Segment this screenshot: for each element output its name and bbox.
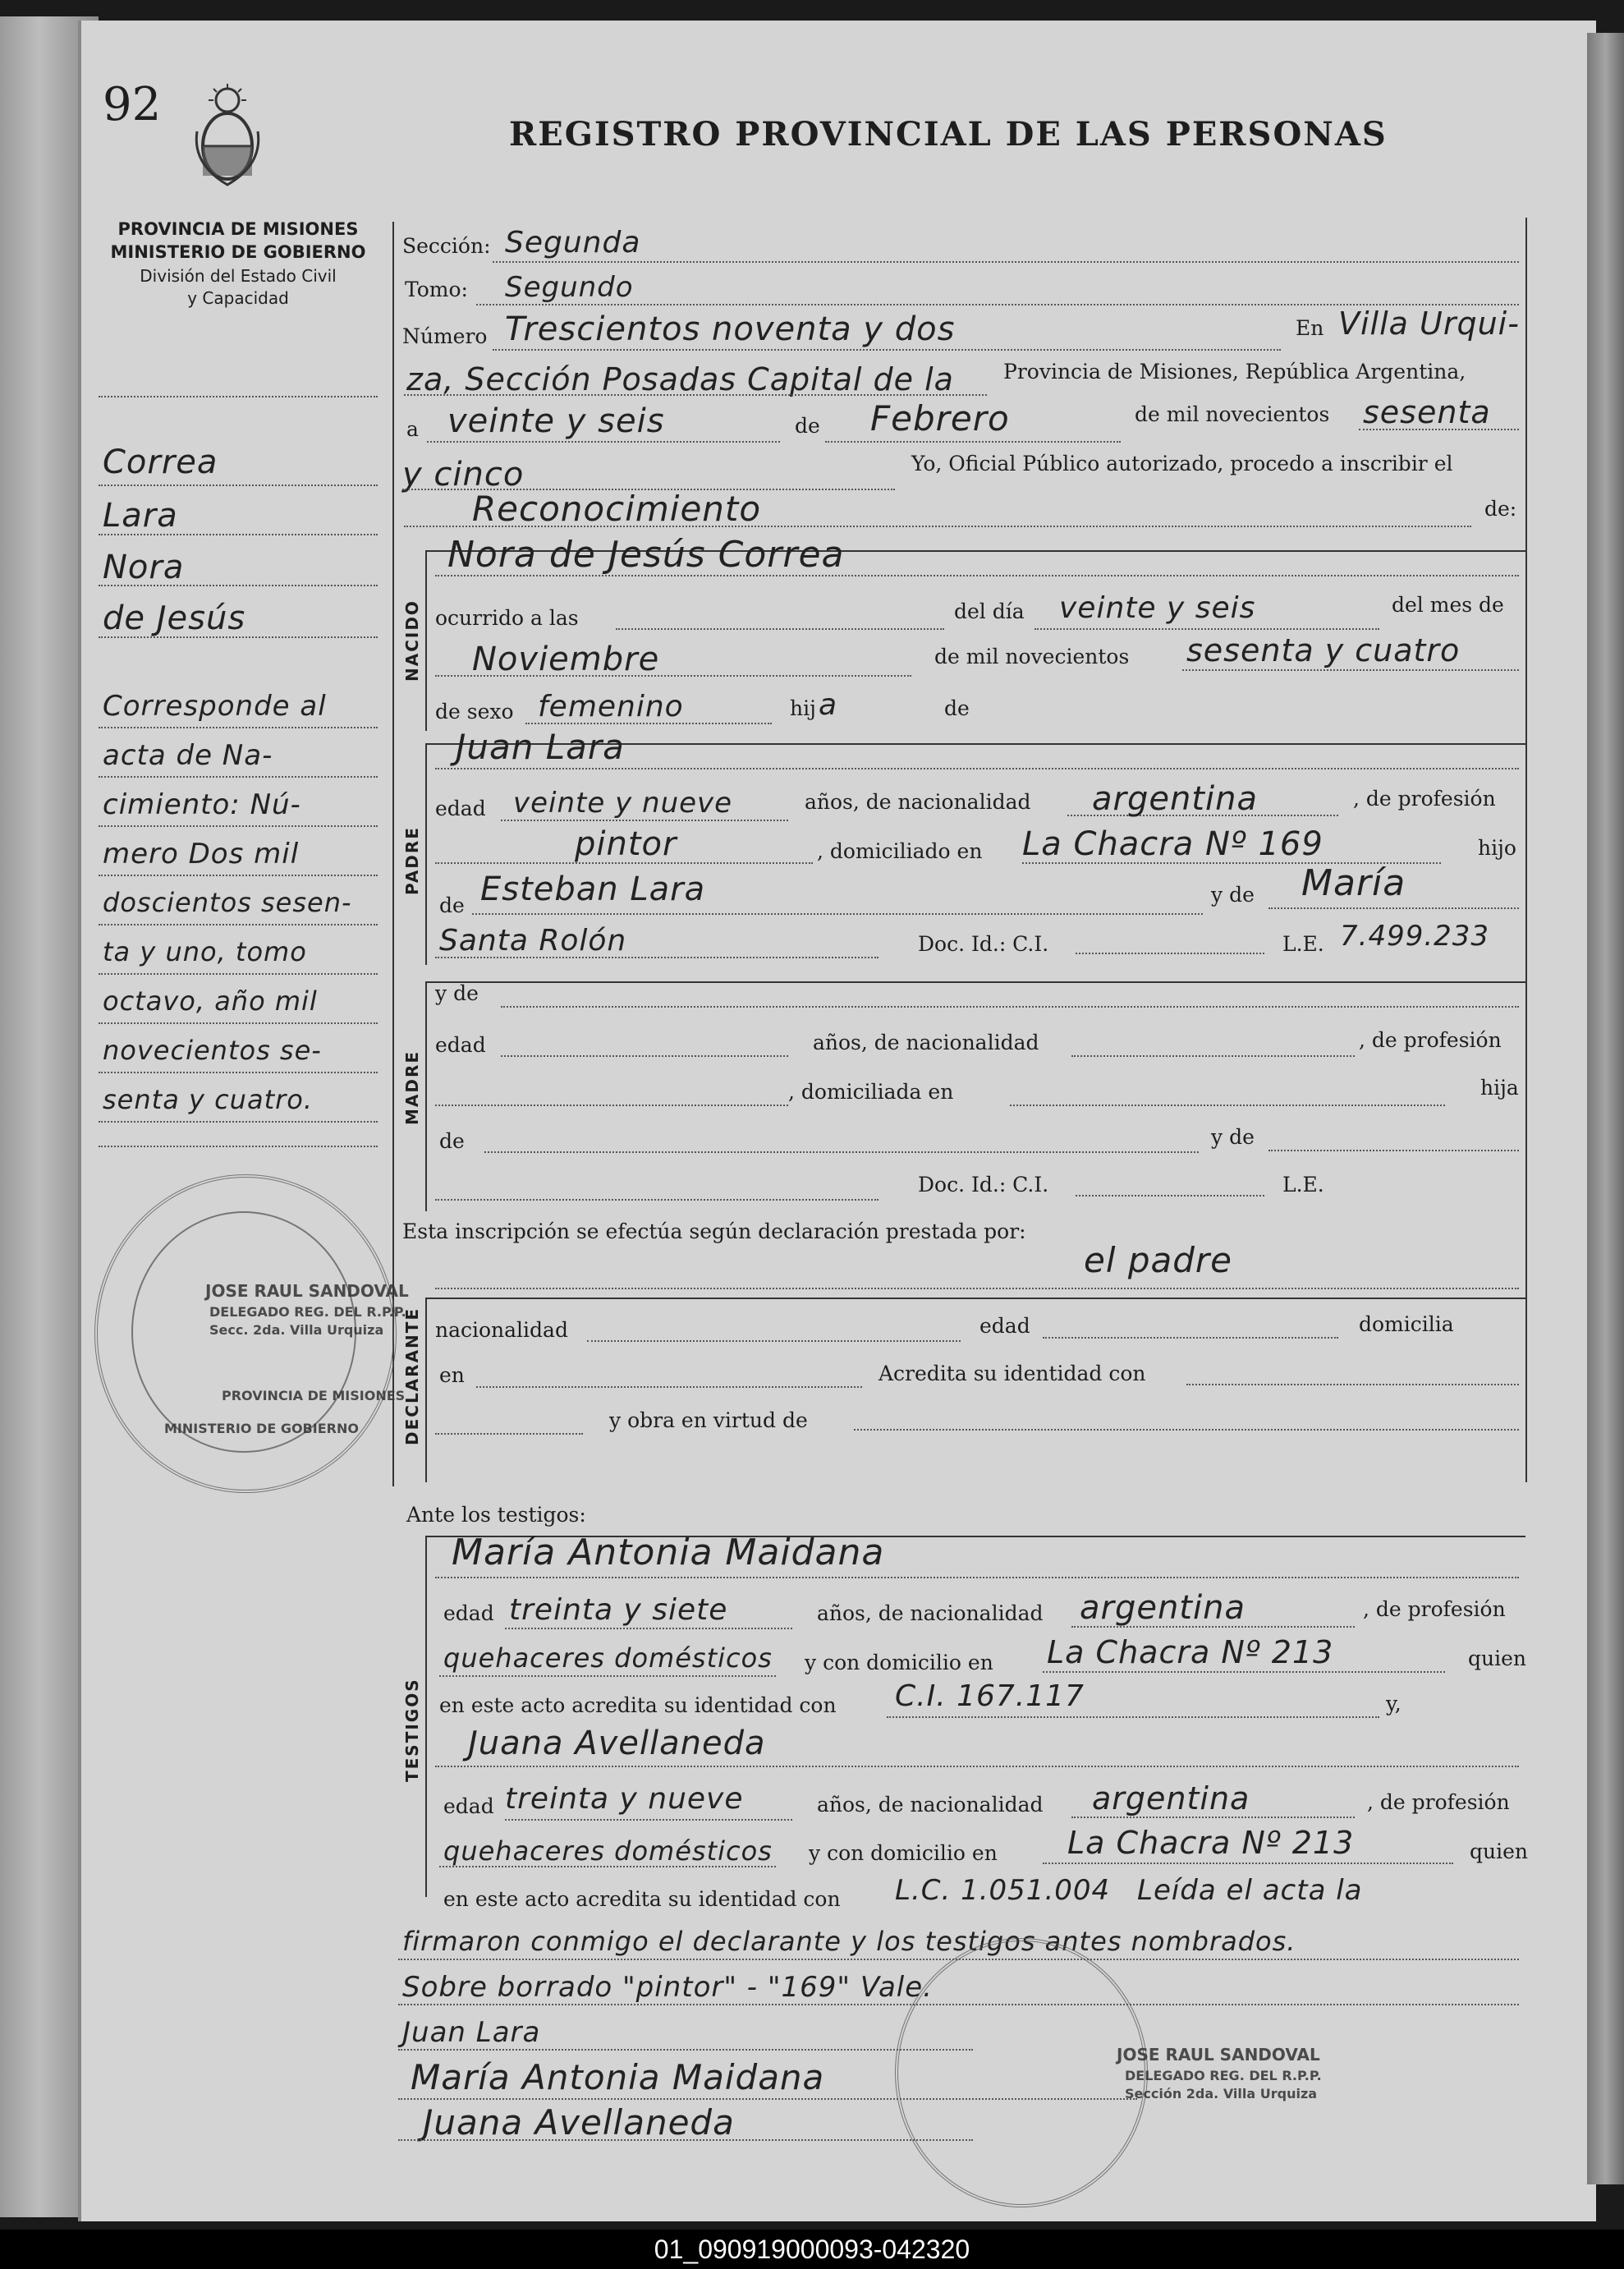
- de-label-2: de: [944, 696, 970, 720]
- declarante-domicilia-label: domicilia: [1359, 1312, 1454, 1336]
- stamp-ministerio: MINISTERIO DE GOBIERNO: [164, 1421, 359, 1436]
- madre-section-label: MADRE: [402, 1050, 422, 1125]
- declarante-nacionalidad-label: nacionalidad: [435, 1318, 568, 1342]
- de-colon-label: de:: [1484, 497, 1517, 521]
- testigo1-nacionalidad-value: argentina: [1080, 1589, 1246, 1627]
- margin-surname2: Lara: [103, 497, 178, 535]
- signature-testigo2: Juana Avellaneda: [423, 2102, 735, 2143]
- argentine-coat-of-arms-icon: [190, 82, 264, 189]
- margin-note-line: senta y cuatro.: [103, 1084, 314, 1115]
- testigo2-anos-nac-label: años, de nacionalidad: [817, 1793, 1044, 1817]
- fecha-anio-continuation: y cinco: [402, 456, 525, 494]
- fecha-mes-value: Febrero: [870, 398, 1010, 439]
- stamp-official-office: Secc. 2da. Villa Urquiza: [209, 1322, 384, 1338]
- fecha-anio-value: sesenta: [1363, 394, 1491, 430]
- margin-surname: Correa: [103, 443, 218, 481]
- document-heading: REGISTRO PROVINCIAL DE LAS PERSONAS: [509, 115, 1388, 154]
- testigo1-anos-nac-label: años, de nacionalidad: [817, 1601, 1044, 1625]
- ocurrido-label: ocurrido a las: [435, 606, 579, 630]
- declarante-en-label: en: [439, 1363, 465, 1387]
- padre-nombre: Juan Lara: [456, 727, 625, 767]
- tomo-value: Segundo: [505, 271, 634, 304]
- margin-note-line: doscientos sesen-: [103, 887, 352, 918]
- closing-line-1: Leída el acta la: [1137, 1874, 1363, 1907]
- margin-note-line: cimiento: Nú-: [103, 788, 301, 821]
- testigo1-domicilio-value: La Chacra Nº 213: [1047, 1634, 1334, 1670]
- margin-rule: [99, 396, 378, 397]
- en-label: En: [1296, 316, 1324, 340]
- del-dia-label: del día: [954, 599, 1025, 623]
- madre-edad-label: edad: [435, 1033, 486, 1057]
- madre-doc-id-label: Doc. Id.: C.I.: [918, 1173, 1049, 1197]
- margin-note-line: ta y uno, tomo: [103, 936, 307, 967]
- stamp-official-title: DELEGADO REG. DEL R.P.P.: [209, 1304, 406, 1320]
- padre-nacionalidad-value: argentina: [1092, 780, 1258, 818]
- acto-value: Reconocimiento: [472, 489, 762, 529]
- seccion-label: Sección:: [402, 234, 491, 258]
- a-label: a: [406, 417, 419, 441]
- testigo2-id-value: L.C. 1.051.004: [895, 1874, 1111, 1907]
- testigo1-id-value: C.I. 167.117: [895, 1679, 1085, 1713]
- hija-label: hija: [1480, 1076, 1519, 1100]
- padre-le-value: 7.499.233: [1340, 920, 1490, 953]
- hijo-label: hijo: [1478, 836, 1516, 860]
- stamp2-official-office: Sección 2da. Villa Urquiza: [1125, 2086, 1318, 2101]
- ante-testigos-label: Ante los testigos:: [406, 1503, 586, 1527]
- division-label: División del Estado Civil: [140, 266, 337, 286]
- testigo2-profesion-label: , de profesión: [1367, 1790, 1510, 1814]
- mil-novecientos-label-2: de mil novecientos: [934, 645, 1130, 668]
- numero-label: Número: [402, 324, 488, 348]
- capacity-label: y Capacidad: [187, 288, 289, 308]
- official-round-stamp-2: [895, 1938, 1148, 2207]
- testigo2-domicilio-value: La Chacra Nº 213: [1067, 1825, 1355, 1861]
- page-number: 92: [103, 78, 162, 131]
- testigo2-nacionalidad-value: argentina: [1092, 1780, 1250, 1817]
- nacido-section-label: NACIDO: [402, 599, 422, 682]
- madre-abuelo-de-label: de: [439, 1129, 465, 1153]
- padre-le-label: L.E.: [1282, 932, 1324, 956]
- acredita-identidad-label: Acredita su identidad con: [879, 1362, 1146, 1385]
- padre-anos-nac-label: años, de nacionalidad: [805, 790, 1031, 814]
- testigo2-edad-value: treinta y nueve: [505, 1782, 744, 1816]
- abuelo-value: Esteban Lara: [480, 870, 706, 908]
- closing-line-3: Sobre borrado "pintor" - "169" Vale.: [402, 1971, 933, 2004]
- declarante-edad-label: edad: [979, 1314, 1030, 1338]
- inscripcion-declaracion-text: Esta inscripción se efectúa según declaración prestada por:: [402, 1219, 1026, 1243]
- testigo2-profesion-value: quehaceres domésticos: [443, 1835, 773, 1867]
- testigo2-edad-label: edad: [443, 1794, 494, 1818]
- madre-y-de-label: y de: [435, 981, 479, 1005]
- testigo1-nombre: María Antonia Maidana: [452, 1532, 885, 1573]
- scan-footer-id: 01_090919000093-042320: [0, 2230, 1624, 2269]
- declarante-section-label: DECLARANTE: [402, 1307, 422, 1445]
- margin-note-line: mero Dos mil: [103, 838, 300, 870]
- stamp-official-name: JOSE RAUL SANDOVAL: [205, 1281, 409, 1301]
- province-label: PROVINCIA DE MISIONES: [117, 219, 359, 239]
- testigo1-profesion-label: , de profesión: [1363, 1597, 1506, 1621]
- testigo1-domicilio-label: y con domicilio en: [805, 1651, 993, 1674]
- testigo1-quien-label: quien: [1468, 1647, 1526, 1670]
- testigo1-edad-label: edad: [443, 1601, 494, 1625]
- madre-anos-nac-label: años, de nacionalidad: [813, 1031, 1039, 1054]
- tomo-label: Tomo:: [405, 278, 468, 301]
- lugar-value: Villa Urqui-: [1338, 305, 1520, 342]
- stamp2-official-title: DELEGADO REG. DEL R.P.P.: [1125, 2068, 1322, 2083]
- ministry-label: MINISTERIO DE GOBIERNO: [110, 242, 366, 262]
- abuela-continuation: Santa Rolón: [439, 924, 627, 958]
- padre-edad-value: veinte y nueve: [513, 787, 733, 820]
- padre-domiciliado-label: , domiciliado en: [817, 839, 983, 863]
- abuela-value: María: [1301, 862, 1406, 904]
- nacimiento-anio-value: sesenta y cuatro: [1186, 632, 1461, 668]
- hij-suffix-value: a: [819, 688, 838, 722]
- margin-note-line: novecientos se-: [103, 1035, 322, 1066]
- abuelo-de-label: de: [439, 893, 465, 917]
- margin-note-line: octavo, año mil: [103, 985, 318, 1017]
- testigo1-profesion-value: quehaceres domésticos: [443, 1642, 773, 1674]
- sexo-value: femenino: [538, 690, 684, 723]
- inscripto-nombre: Nora de Jesús Correa: [447, 534, 845, 576]
- padre-edad-label: edad: [435, 797, 486, 820]
- testigo2-domicilio-label: y con domicilio en: [809, 1841, 998, 1865]
- del-mes-label: del mes de: [1392, 593, 1504, 617]
- signature-testigo1: María Antonia Maidana: [411, 2057, 825, 2097]
- padre-doc-id-label: Doc. Id.: C.I.: [918, 932, 1049, 956]
- testigo2-acredita-label: en este acto acredita su identidad con: [443, 1887, 841, 1911]
- testigo2-nombre: Juana Avellaneda: [468, 1725, 766, 1762]
- madre-le-label: L.E.: [1282, 1173, 1324, 1197]
- right-page-edge: [1587, 33, 1624, 2184]
- sexo-label: de sexo: [435, 700, 514, 723]
- stamp-provincia: PROVINCIA DE MISIONES: [222, 1388, 406, 1403]
- padre-section-label: PADRE: [402, 826, 422, 895]
- numero-value: Trescientos noventa y dos: [505, 310, 956, 348]
- padre-domicilio-value: La Chacra Nº 169: [1022, 825, 1324, 863]
- margin-firstname: Nora: [103, 549, 185, 586]
- testigo2-quien-label: quien: [1470, 1840, 1528, 1863]
- closing-line-2: firmaron conmigo el declarante y los testigos antes nombrados.: [402, 1926, 1296, 1957]
- testigo1-acredita-label: en este acto acredita su identidad con: [439, 1693, 837, 1717]
- testigo1-edad-value: treinta y siete: [509, 1593, 728, 1627]
- margin-note-line: acta de Na-: [103, 739, 273, 772]
- lugar-continuation: za, Sección Posadas Capital de la: [406, 361, 954, 397]
- provincia-text: Provincia de Misiones, República Argentina,: [1003, 360, 1466, 384]
- form-right-border: [1525, 218, 1527, 1482]
- stamp2-official-name: JOSE RAUL SANDOVAL: [1117, 2045, 1320, 2065]
- oficial-text: Yo, Oficial Público autorizado, procedo a inscribir el: [911, 452, 1453, 475]
- fecha-dia-value: veinte y seis: [447, 402, 665, 440]
- nacimiento-mes-value: Noviembre: [472, 641, 660, 678]
- declarante-value: el padre: [1084, 1240, 1233, 1280]
- y-coma-label: y,: [1386, 1692, 1402, 1716]
- margin-middlename: de Jesús: [103, 599, 246, 637]
- padre-profesion-value: pintor: [575, 825, 677, 863]
- testigos-section-label: TESTIGOS: [402, 1678, 422, 1782]
- madre-profesion-label: , de profesión: [1359, 1028, 1502, 1052]
- nacimiento-dia-value: veinte y seis: [1059, 591, 1256, 625]
- mil-novecientos-label: de mil novecientos: [1135, 402, 1330, 426]
- seccion-value: Segunda: [505, 226, 641, 260]
- obra-virtud-label: y obra en virtud de: [609, 1408, 808, 1432]
- signature-declarante: Juan Lara: [402, 2016, 541, 2049]
- madre-y-de-label-2: y de: [1211, 1125, 1255, 1149]
- madre-domiciliada-label: , domiciliada en: [788, 1080, 954, 1104]
- margin-note-line: Corresponde al: [103, 690, 327, 723]
- padre-profesion-label: , de profesión: [1353, 787, 1496, 811]
- hij-label: hij: [790, 696, 816, 720]
- de-label: de: [795, 414, 820, 438]
- y-de-label: y de: [1211, 883, 1255, 907]
